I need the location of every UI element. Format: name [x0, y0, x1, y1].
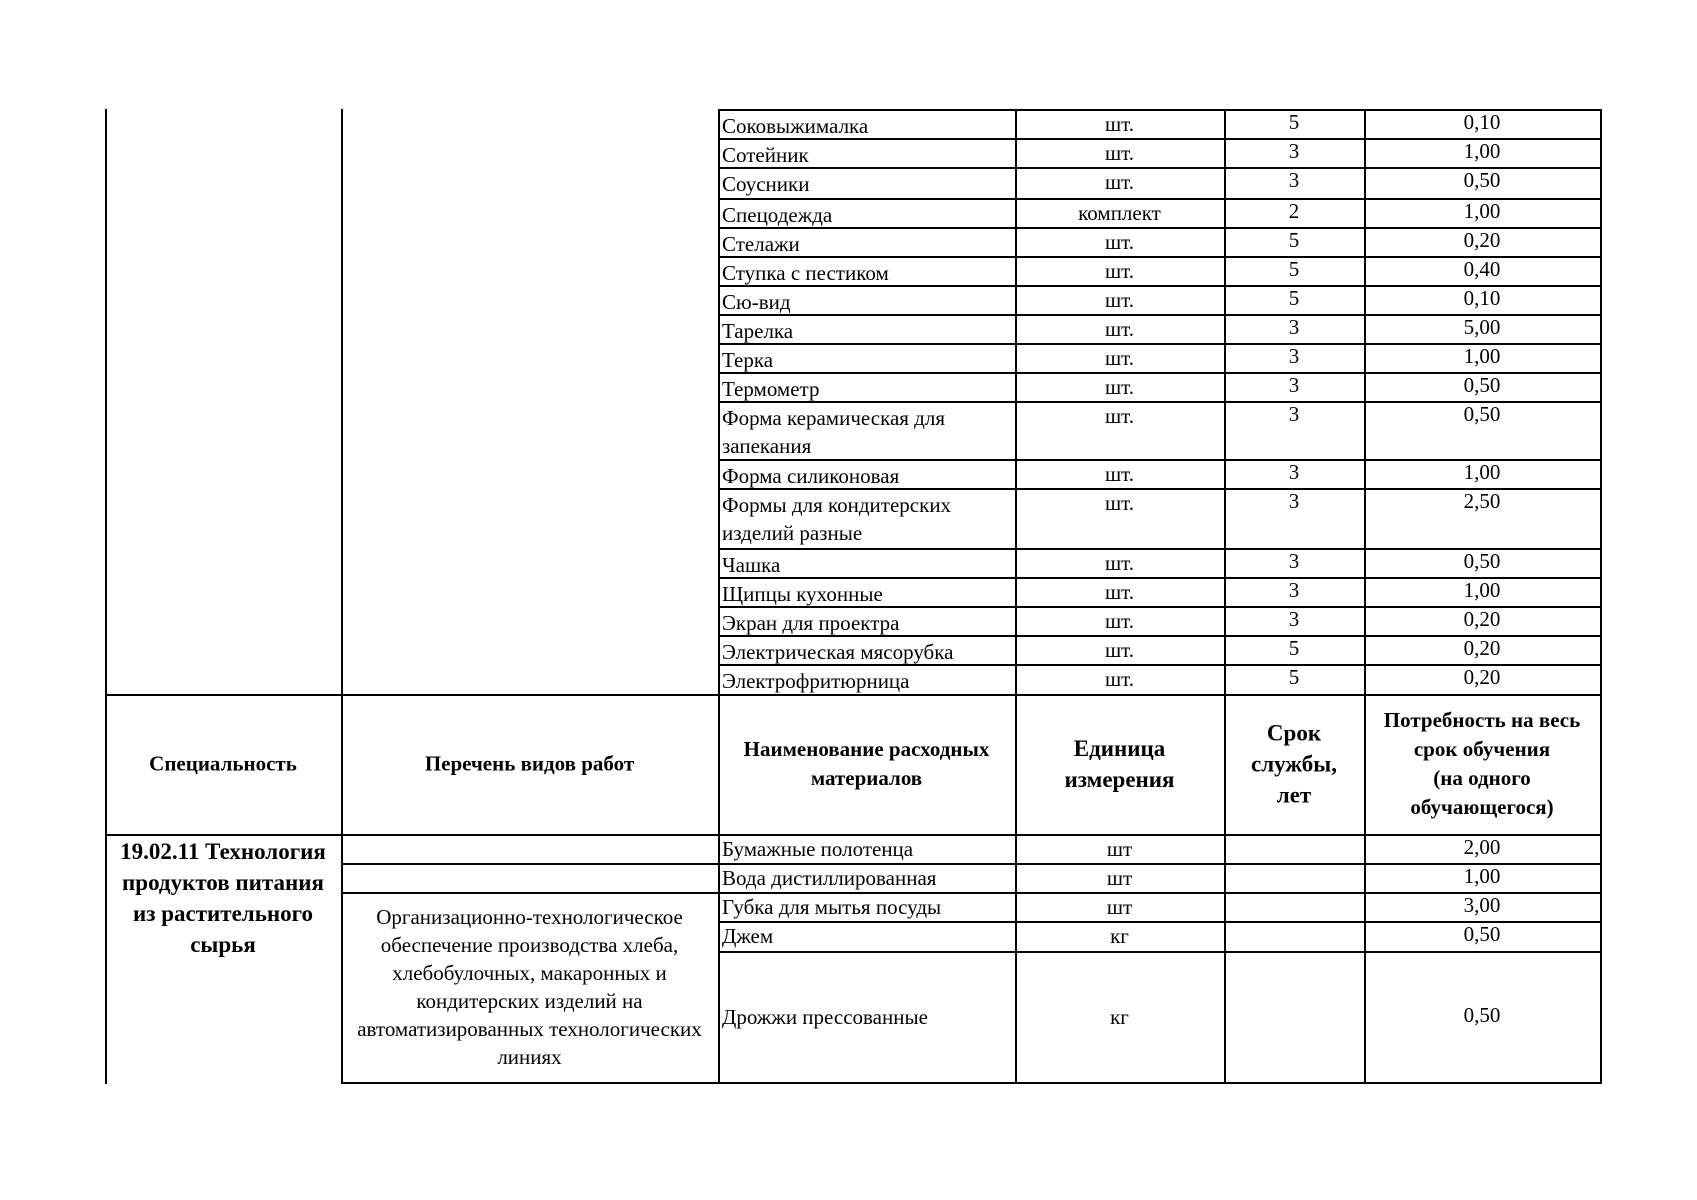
equipment-unit: шт. — [1104, 288, 1135, 312]
row-border — [341, 892, 1600, 894]
material-name: Джем — [722, 924, 774, 948]
equipment-term: 5 — [1288, 636, 1300, 660]
equipment-term: 5 — [1288, 286, 1300, 310]
equipment-need: 0,10 — [1463, 286, 1501, 310]
material-name: Губка для мытья посуды — [722, 895, 942, 919]
material-need: 0,50 — [1463, 922, 1501, 946]
equipment-term: 5 — [1288, 665, 1300, 689]
equipment-need: 0,50 — [1463, 402, 1501, 426]
equipment-unit: шт. — [1104, 170, 1135, 194]
material-name: Дрожжи прессованные — [722, 1004, 928, 1029]
equipment-name: Чашка — [722, 553, 781, 577]
equipment-unit: шт. — [1104, 141, 1135, 165]
equipment-unit: шт. — [1104, 346, 1135, 370]
work-type: Организационно-технологическое обеспечение производства хлеба, хлебобулочных, макаронных и кондитерских изделий на автоматизированных технологических линиях — [357, 905, 702, 1069]
equipment-name: Экран для проектра — [722, 611, 900, 635]
equipment-need: 0,20 — [1463, 636, 1501, 660]
equipment-term: 5 — [1288, 110, 1300, 134]
equipment-name: Соковыжималка — [722, 114, 869, 138]
equipment-name: Сю-вид — [722, 290, 791, 314]
equipment-name: Сотейник — [722, 143, 809, 167]
material-need: 0,50 — [1463, 1002, 1501, 1027]
equipment-term: 3 — [1288, 315, 1300, 339]
equipment-unit: шт. — [1104, 404, 1135, 428]
equipment-need: 1,00 — [1463, 139, 1501, 163]
header-term: Срок службы, лет — [1251, 720, 1337, 808]
col-border — [1224, 109, 1226, 1084]
material-unit: шт — [1106, 895, 1133, 919]
col-border — [1600, 109, 1602, 1084]
col-a-border — [105, 109, 107, 1084]
material-need: 1,00 — [1463, 864, 1501, 888]
material-name: Вода дистиллированная — [722, 866, 937, 890]
equipment-name: Формы для кондитерских изделий разные — [722, 493, 952, 545]
header-specialty: Специальность — [149, 751, 297, 776]
equipment-term: 2 — [1288, 199, 1300, 223]
material-unit: шт — [1106, 866, 1133, 890]
equipment-name: Спецодежда — [722, 203, 833, 227]
equipment-name: Ступка с пестиком — [722, 261, 889, 285]
equipment-unit: шт. — [1104, 551, 1135, 575]
row-border — [718, 951, 1600, 953]
table-bottom-border — [341, 1082, 1600, 1084]
equipment-unit: комплект — [1078, 201, 1161, 225]
equipment-need: 1,00 — [1463, 199, 1501, 223]
equipment-unit: шт. — [1104, 462, 1135, 486]
equipment-term: 3 — [1288, 168, 1300, 192]
equipment-name: Электрическая мясорубка — [722, 640, 954, 664]
equipment-unit: шт. — [1104, 580, 1135, 604]
col-border — [1015, 109, 1017, 1084]
equipment-term: 3 — [1288, 139, 1300, 163]
equipment-term: 3 — [1288, 578, 1300, 602]
equipment-name: Тарелка — [722, 319, 794, 343]
equipment-unit: шт. — [1104, 112, 1135, 136]
equipment-unit: шт. — [1104, 667, 1135, 691]
equipment-unit: шт. — [1104, 638, 1135, 662]
equipment-name: Стелажи — [722, 232, 800, 256]
equipment-need: 2,50 — [1463, 489, 1501, 513]
equipment-need: 0,20 — [1463, 665, 1501, 689]
equipment-need: 1,00 — [1463, 578, 1501, 602]
header-material: Наименование расходных материалов — [743, 737, 990, 790]
equipment-term: 3 — [1288, 373, 1300, 397]
header-top-border — [105, 694, 1600, 696]
material-need: 3,00 — [1463, 893, 1501, 917]
equipment-term: 3 — [1288, 607, 1300, 631]
equipment-need: 0,20 — [1463, 607, 1501, 631]
equipment-term: 3 — [1288, 460, 1300, 484]
equipment-term: 3 — [1288, 344, 1300, 368]
equipment-unit: шт. — [1104, 491, 1135, 515]
equipment-unit: шт. — [1104, 230, 1135, 254]
equipment-need: 1,00 — [1463, 344, 1501, 368]
equipment-term: 3 — [1288, 549, 1300, 573]
equipment-need: 0,50 — [1463, 549, 1501, 573]
equipment-name: Соусники — [722, 172, 810, 196]
col-border — [1364, 109, 1366, 1084]
equipment-name: Терка — [722, 348, 774, 372]
equipment-need: 1,00 — [1463, 460, 1501, 484]
equipment-name: Щипцы кухонные — [722, 582, 883, 606]
equipment-name: Термометр — [722, 377, 820, 401]
equipment-name: Электрофритюрница — [722, 669, 910, 693]
equipment-unit: шт. — [1104, 609, 1135, 633]
equipment-need: 0,10 — [1463, 110, 1501, 134]
header-unit: Единица измерения — [1064, 736, 1175, 792]
equipment-term: 5 — [1288, 257, 1300, 281]
header-need: Потребность на весь срок обучения (на одного обучающегося) — [1383, 708, 1581, 819]
material-unit: кг — [1110, 924, 1129, 948]
equipment-unit: шт. — [1104, 317, 1135, 341]
specialty-name: 19.02.11 Технология продуктов питания из растительного сырья — [120, 839, 326, 957]
header-works: Перечень видов работ — [424, 751, 635, 776]
material-need: 2,00 — [1463, 835, 1501, 859]
equipment-term: 3 — [1288, 489, 1300, 513]
equipment-name: Форма керамическая для запекания — [722, 406, 946, 458]
material-unit: кг — [1110, 1004, 1129, 1029]
equipment-term: 5 — [1288, 228, 1300, 252]
equipment-need: 0,50 — [1463, 373, 1501, 397]
material-unit: шт — [1106, 837, 1133, 861]
equipment-unit: шт. — [1104, 259, 1135, 283]
equipment-name: Форма силиконовая — [722, 464, 900, 488]
row-border — [341, 863, 1600, 865]
equipment-need: 0,20 — [1463, 228, 1501, 252]
equipment-unit: шт. — [1104, 375, 1135, 399]
material-name: Бумажные полотенца — [722, 837, 914, 861]
equipment-term: 3 — [1288, 402, 1300, 426]
equipment-need: 5,00 — [1463, 315, 1501, 339]
equipment-need: 0,40 — [1463, 257, 1501, 281]
equipment-need: 0,50 — [1463, 168, 1501, 192]
